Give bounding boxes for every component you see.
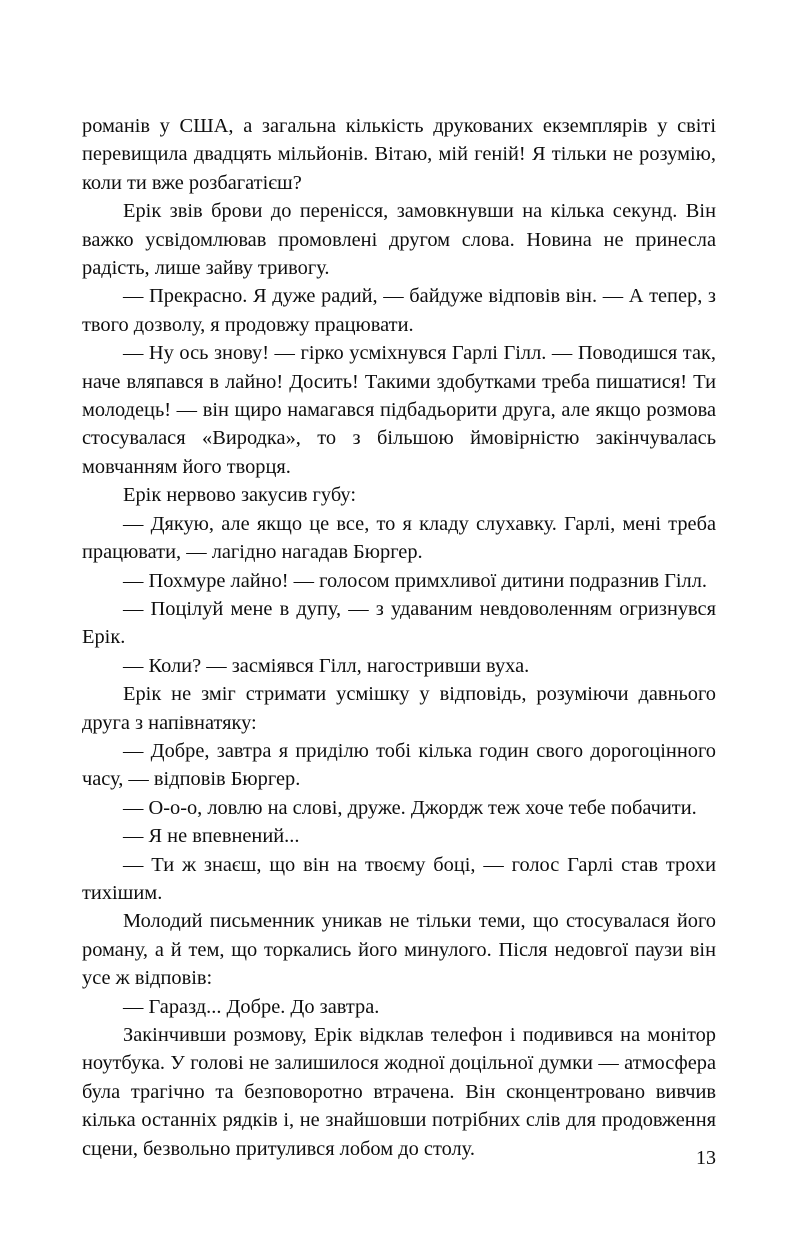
paragraph: — Я не впевнений... [123, 825, 300, 848]
paragraph: — Ти ж знаєш, що він на твоєму боці, — голос Гарлі став трохи тихішим. [82, 853, 716, 904]
paragraph: — Похмуре лайно! — голосом примхливої дитини подразнив Гілл. [123, 569, 708, 592]
paragraph: — Дякую, але якщо це все, то я кладу слухавку. Гарлі, мені треба працювати, — лагідно нагадав Бюргер. [82, 512, 716, 564]
paragraph: — Поцілуй мене в дупу, — з удаваним невдоволенням огризнувся Ерік. [82, 597, 716, 649]
paragraph: — Коли? — засміявся Гілл, нагостривши вуха. [123, 654, 530, 677]
paragraph: — О-о-о, ловлю на слові, друже. Джордж теж хоче тебе побачити. [123, 796, 697, 819]
paragraph: — Прекрасно. Я дуже радий, — байдуже відповів він. — А тепер, з твого дозволу, я продовжу працювати. [82, 285, 716, 336]
paragraph: Ерік звів брови до перенісся, замовкнувши на кілька секунд. Він важко усвідомлював промовлені другом слова. Новина не принесла радість, лише зайву тривогу. [82, 200, 716, 280]
paragraph: — Ну ось знову! — гірко усміхнувся Гарлі Гілл. — Поводишся так, наче вляпався в лайно! Досить! Такими здобутками треба пишатися! Ти молодець! — він щиро намагався підбадьорити друга, але якщо розмова стосувалася «Виродка», то з більшою ймовірністю закінчувалась мовчанням його творця. [82, 342, 716, 478]
paragraph: — Добре, завтра я приділю тобі кілька годин свого дорогоцінного часу, — відповів Бюргер. [82, 739, 716, 791]
paragraph: Ерік не зміг стримати усмішку у відповідь, розуміючи давнього друга з напівнатяку: [82, 683, 716, 734]
paragraph: — Гаразд... Добре. До завтра. [123, 995, 380, 1018]
paragraph: Ерік нервово закусив губу: [123, 484, 357, 507]
body-text [82, 112, 716, 1163]
page-number: 13 [696, 1147, 716, 1169]
paragraph: Закінчивши розмову, Ерік відклав телефон і подивився на монітор ноутбука. У голові не залишилося жодної доцільної думки — атмосфера була трагічно та безповоротно втрачена. Він сконцентровано вивчив кілька останніх рядків і, не знайшовши потрібних слів для продовження сцени, безвольно притулився лобом до столу. [82, 1024, 716, 1160]
paragraph: Молодий письменник уникав не тільки теми, що стосувалася його роману, а й тем, що торкались його минулого. Після недовгої паузи він усе ж відповів: [82, 910, 716, 990]
paragraph: романів у США, а загальна кількість друкованих екземплярів у світі перевищила двадцять мільйонів. Вітаю, мій геній! Я тільки не розумію, коли ти вже розбагатієш? [82, 115, 716, 194]
